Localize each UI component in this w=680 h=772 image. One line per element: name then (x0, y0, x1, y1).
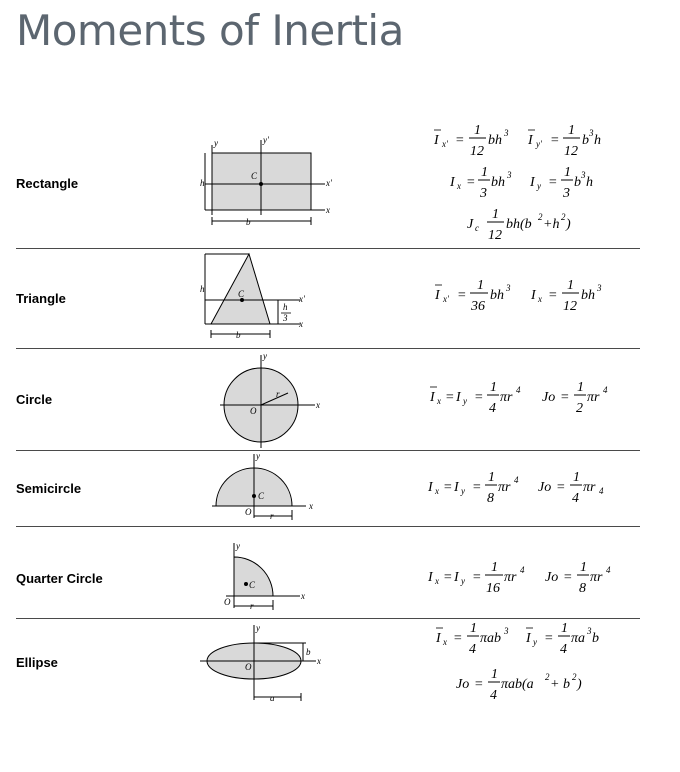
quarter-r-label: r (250, 601, 254, 611)
equation-term: 1 (488, 470, 495, 485)
equation-term: = (544, 631, 554, 646)
equation-term: = (548, 288, 558, 303)
equation-term: = (472, 480, 482, 495)
equation-term: 1 (491, 667, 498, 682)
equation-term: 12 (563, 299, 577, 314)
equation-term: 3 (589, 128, 594, 138)
tri-h3-num: h (283, 302, 288, 312)
equation-term: 4 (520, 565, 525, 575)
equation-term: 1 (567, 278, 574, 293)
equation-term: I (435, 288, 440, 303)
circle-y-label: y (263, 351, 267, 361)
quarter-o-label: O (224, 597, 231, 607)
tri-h3-den: 3 (283, 313, 288, 323)
equation-term: Jo (456, 677, 470, 692)
equation-term: I (450, 175, 455, 190)
equation-term: 4 (489, 401, 496, 416)
equation-term: Jo (542, 390, 556, 405)
triangle-figure (205, 254, 300, 338)
tri-x-label: x (299, 319, 303, 329)
circle-x-label: x (316, 400, 320, 410)
equation-term: 1 (470, 621, 477, 636)
ellipse-b-label: b (306, 647, 311, 657)
equation-term: 8 (579, 581, 586, 596)
equation-term: 36 (471, 299, 485, 314)
equation-term: 1 (491, 560, 498, 575)
label-ellipse: Ellipse (16, 655, 58, 670)
label-rectangle: Rectangle (16, 176, 79, 191)
page-title: Moments of Inertia (16, 6, 404, 55)
semi-o-label: O (245, 507, 252, 517)
equation-term: 2 (561, 212, 566, 222)
equation-term: x (457, 181, 461, 191)
equation-term: x' (443, 294, 449, 304)
rect-b-label: b (246, 217, 251, 227)
equation-term: πab (480, 631, 502, 646)
equation-term: = (548, 175, 558, 190)
equation-term: I (454, 480, 459, 495)
equation-term: J (467, 217, 474, 232)
equation-term: 2 (545, 672, 550, 682)
equation-term: 1 (568, 123, 575, 138)
equation-term: 2 (576, 401, 583, 416)
equation-term: 12 (564, 144, 578, 159)
equation-term: h (586, 175, 593, 190)
quarter-c-label: C (249, 580, 256, 590)
equation-term: = (455, 133, 465, 148)
equation-term: 4 (516, 385, 521, 395)
equation-term: 4 (606, 565, 611, 575)
equations (427, 123, 611, 703)
equation-term: 16 (486, 581, 500, 596)
equation-term: = (550, 133, 560, 148)
rect-h-label: h (200, 178, 205, 188)
eq-ellipse-2 (456, 667, 582, 703)
equation-term: = (457, 288, 467, 303)
equation-term: πr (500, 390, 513, 405)
equation-term: = (563, 570, 573, 585)
label-triangle: Triangle (16, 291, 66, 306)
rect-yprime-label: y' (263, 135, 269, 145)
equation-term: 1 (490, 380, 497, 395)
equation-term: 3 (504, 128, 509, 138)
equation-term: = (474, 390, 484, 405)
ellipse-y-label: y (256, 623, 260, 633)
equation-term: πr (504, 570, 517, 585)
rect-c-label: C (251, 171, 258, 181)
equation-term: 1 (474, 123, 481, 138)
equation-term: 1 (577, 380, 584, 395)
equation-term: 3 (504, 626, 509, 636)
tri-b-label: b (236, 330, 241, 340)
equation-term: 1 (564, 165, 571, 180)
ellipse-x-label: x (317, 656, 321, 666)
label-semicircle: Semicircle (16, 481, 82, 496)
equation-term: πr (498, 480, 511, 495)
equation-term: y (537, 181, 541, 191)
ellipse-o-label: O (245, 662, 252, 672)
equation-term: y' (536, 139, 542, 149)
rectangle-figure (205, 140, 325, 225)
label-circle: Circle (16, 392, 53, 407)
equation-term: = (472, 570, 482, 585)
equation-term: = (560, 390, 570, 405)
quarter-x-label: x (301, 591, 305, 601)
equation-term: Jo (545, 570, 559, 585)
equation-term: x (437, 396, 441, 406)
equation-term: = (443, 480, 453, 495)
equation-term: y (461, 486, 465, 496)
equation-term: 1 (477, 278, 484, 293)
equation-term: 1 (573, 470, 580, 485)
equation-term: I (430, 390, 435, 405)
eq-circle (429, 380, 608, 416)
tri-xprime-label: x' (299, 294, 305, 304)
equation-term: = (445, 390, 455, 405)
equation-term: 12 (470, 144, 484, 159)
equation-term: 4 (514, 475, 519, 485)
equation-term: x (443, 637, 447, 647)
eq-quarter-circle (427, 560, 611, 596)
equation-term: x (435, 486, 439, 496)
circle-o-label: O (250, 406, 257, 416)
tri-h-label: h (200, 284, 205, 294)
equation-term: y (463, 396, 467, 406)
equation-term: ) (566, 217, 571, 232)
equation-term: x' (442, 139, 448, 149)
equation-term: bh (490, 288, 504, 303)
equation-term: bh (581, 288, 595, 303)
equation-term: b (592, 631, 599, 646)
quarter-y-label: y (236, 541, 240, 551)
equation-term: I (428, 570, 433, 585)
equation-term: I (526, 631, 531, 646)
equation-term: Jo (538, 480, 552, 495)
equation-term: πr (583, 480, 596, 495)
equation-term: 8 (487, 491, 494, 506)
equation-term: 4 (603, 385, 608, 395)
eq-rect-2 (449, 165, 593, 201)
equation-term: 4 (469, 642, 476, 657)
equation-term: πr (587, 390, 600, 405)
quarter-circle-figure (226, 543, 300, 610)
equation-term: 2 (538, 212, 543, 222)
equation-term: 4 (572, 491, 579, 506)
eq-triangle (434, 278, 602, 314)
rect-y-label: y (214, 138, 218, 148)
equation-term: = (443, 570, 453, 585)
equation-term: I (530, 175, 535, 190)
equation-term: I (436, 631, 441, 646)
equation-term: 3 (581, 170, 586, 180)
rect-xprime-label: x' (326, 178, 332, 188)
equation-term: 4 (560, 642, 567, 657)
equation-term: 1 (561, 621, 568, 636)
equation-term: 3 (597, 283, 602, 293)
equation-term: bh(b (506, 217, 532, 232)
eq-rect-3 (467, 207, 571, 243)
tri-c-label: C (238, 289, 245, 299)
equation-term: = (453, 631, 463, 646)
equation-term: 1 (492, 207, 499, 222)
semicircle-figure (212, 454, 306, 520)
equation-term: b (574, 175, 581, 190)
equation-term: 2 (572, 672, 577, 682)
circle-figure (220, 355, 315, 448)
equation-term: x (538, 294, 542, 304)
equation-term: bh (488, 133, 502, 148)
equation-term: = (474, 677, 484, 692)
ellipse-a-label: a (270, 693, 275, 703)
ellipse-figure (200, 625, 316, 701)
equation-term: c (475, 223, 479, 233)
equation-term: πr (590, 570, 603, 585)
equation-term: 3 (480, 186, 487, 201)
equation-term: 4 (599, 486, 604, 496)
equation-term: y (533, 637, 537, 647)
equation-term: I (531, 288, 536, 303)
equation-term: x (435, 576, 439, 586)
equation-term: ) (577, 677, 582, 692)
equation-term: + b (550, 677, 570, 692)
equation-term: b (582, 133, 589, 148)
equation-term: 3 (563, 186, 570, 201)
equation-term: I (528, 133, 533, 148)
equation-term: πab(a (501, 677, 534, 692)
label-quarter-circle: Quarter Circle (16, 571, 103, 586)
equation-term: y (461, 576, 465, 586)
equation-term: 1 (481, 165, 488, 180)
equation-term: I (454, 570, 459, 585)
equation-term: = (466, 175, 476, 190)
equation-term: 12 (488, 228, 502, 243)
equation-term: I (456, 390, 461, 405)
equation-term: +h (543, 217, 560, 232)
semi-x-label: x (309, 501, 313, 511)
equation-term: πa (571, 631, 586, 646)
equation-term: h (594, 133, 601, 148)
equation-term: bh (491, 175, 505, 190)
equation-term: 4 (490, 688, 497, 703)
equation-term: = (556, 480, 566, 495)
rect-x-label: x (326, 205, 330, 215)
semi-r-label: r (270, 511, 274, 521)
circle-r-label: r (276, 389, 280, 399)
equation-term: 1 (580, 560, 587, 575)
eq-rect-1 (433, 123, 601, 159)
equation-term: 3 (587, 626, 592, 636)
equation-term: 3 (507, 170, 512, 180)
equation-term: 3 (506, 283, 511, 293)
equation-term: I (428, 480, 433, 495)
eq-ellipse-1 (435, 621, 599, 657)
equation-term: I (434, 133, 439, 148)
eq-semicircle (427, 470, 604, 506)
semi-y-label: y (256, 451, 260, 461)
semi-c-label: C (258, 491, 265, 501)
